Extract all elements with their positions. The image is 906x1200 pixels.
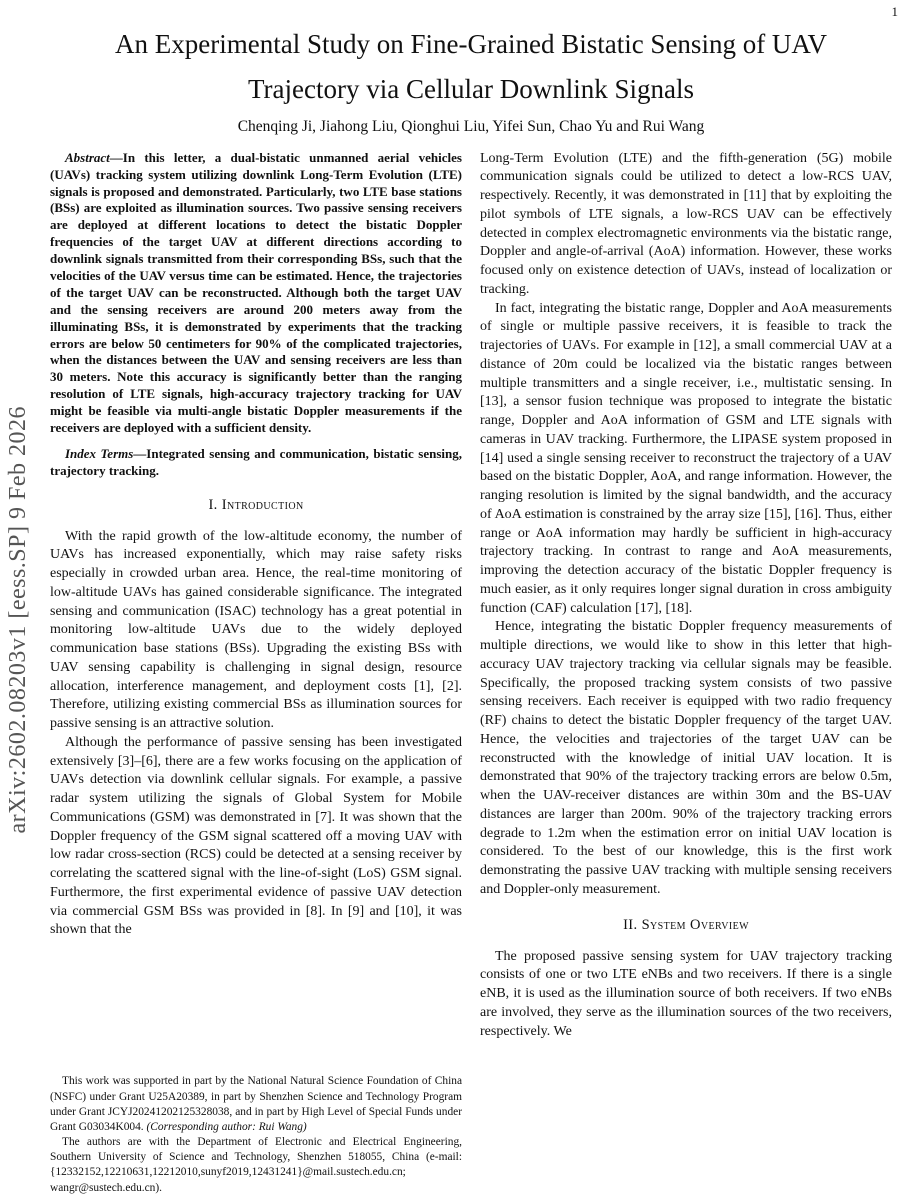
abstract [50,150,462,437]
intro-paragraph-4: In fact, integrating the bistatic range, Doppler and AoA measurements of single or multiple passive receivers, it is feasible to track the trajectories of UAVs. For example in [12], a small commercial UAV at a distance of 20m could be localized via the bistatic ranges between multiple transmitters and a single receiver, i.e., multistatic sensing. In [13], a sensor fusion technique was proposed to integrate the bistatic range, Doppler and AoA information of GSM and LTE signals with cameras in UAV tracking. Furthermore, the LIPASE system proposed in [14] used a single sensing receiver to reconstruct the trajectory of a UAV based on the bistatic Doppler, AoA, and range information. However, the ranging resolution is limited by the signal bandwidth, and the accuracy of AoA estimation is constrained by the array size [15], [16]. Thus, either range or AoA information may hardly be sufficient in high-accuracy trajectory tracking. In contrast to range and AoA measurements, improving the detection accuracy of the bistatic Doppler frequency is much easier, as it only requires longer signal duration in cross ambiguity function (CAF) calculation [17], [18]. [480,300,892,616]
footnote-funding [50,1074,462,1135]
paper-header [50,22,892,136]
page-number: 1 [891,4,898,19]
system-overview-paragraph-1: The proposed passive sensing system for UAV trajectory tracking consists of one or two LTE eNBs and two receivers. If there is a single eNB, it is used as the illumination source of both receivers. If two eNBs are involved, they serve as the illumination sources of the two receivers, respectively. We [480,948,892,1039]
section-heading-introduction: I. Introduction [208,496,304,513]
intro-paragraph-1: With the rapid growth of the low-altitude economy, the number of UAVs has increased exponentially, which may raise safety risks especially in crowded urban area. Hence, the real-time monitoring of low-altitude UAVs has gained considerable significance. The integrated sensing and communication (ISAC) technology has a great potential in monitoring low-altitude UAVs due to the widely deployed communication base stations (BSs). Upgrading the existing BSs with UAV sensing capability is challenging in signal design, resource allocation, interference management, and deployment costs [1], [2]. Therefore, utilizing existing commercial BSs as illumination sources for passive sensing is an attractive solution. [50,528,462,732]
paper-title [50,22,892,113]
arxiv-watermark [0,310,36,930]
intro-paragraph-5: Hence, integrating the bistatic Doppler frequency measurements of multiple directions, we would like to show in this letter that high-accuracy UAV trajectory tracking via cellular signals may be feasible. Specifically, the proposed tracking system consists of two passive sensing receivers. Each receiver is equipped with two radio frequency (RF) chains to detect the bistatic Doppler frequency of the target UAV. Hence, the velocities and trajectories of the target UAV can be reconstructed with the knowledge of initial UAV location. It is demonstrated that 90% of the trajectory tracking errors are below 0.5m, when the UAV-receiver distances are within 30m and the BS-UAV distances are larger than 200m. 90% of the trajectory tracking errors degrade to 1.2m when the estimation error on initial UAV location is considered. To the best of our knowledge, this is the first work demonstrating the passive UAV tracking with multiple sensing receivers and Doppler-only measurement. [480,619,892,897]
index-terms [50,446,462,480]
first-page-footnotes [50,1070,462,1195]
abstract-text: —In this letter, a dual-bistatic unmanned aerial vehicles (UAVs) tracking system utilizing downlink Long-Term Evolution (LTE) signals is proposed and demonstrated. Particularly, two LTE base stations (BSs) are exploited as illumination sources. Two passive sensing receivers are deployed at different locations to detect the bistatic Doppler frequencies of the target UAV at different directions according to downlink signals transmitted from their corresponding BSs, such that the velocities of the UAV versus time can be estimated. Hence, the trajectories of the target UAV can be reconstructed. Although both the target UAV and the sensing receivers are around 200 meters away from the illuminating BSs, it is demonstrated by experiments that the tracking errors are below 50 centimeters for 90% of the complicated trajectories, when the distances between the UAV and sensing receivers are less than 30 meters. Note this accuracy is significantly better than the ranging resolution of LTE signals, high-accuracy trajectory tracking for UAV might be feasible via multi-angle bistatic Doppler measurements if the receivers are deployed with a sufficient density. [50,149,462,435]
intro-paragraph-3: Long-Term Evolution (LTE) and the fifth-generation (5G) mobile communication signals could be utilized to detect a low-RCS UAV, respectively. Recently, it was demonstrated in [11] that by exploiting the pilot symbols of LTE signals, a low-RCS UAV can be effectively detected in complex electromagnetic environments via the bistatic range, Doppler and angle-of-arrival (AoA) information. However, these works focused only on existence detection of UAVs, instead of localization or tracking. [480,150,892,297]
title-line-2: Trajectory via Cellular Downlink Signals [248,74,694,105]
title-line-1: An Experimental Study on Fine-Grained Bistatic Sensing of UAV [115,29,827,59]
section-heading-system-overview: II. System Overview [623,916,749,933]
footnote-affiliation: The authors are with the Department of Electronic and Electrical Engineering, Southern University of Science and Technology, Shenzhen 518055, China (e-mail: {12332152,12210631,12212010,sunyf2019,12431241}@mail.sustech.edu.cn; wangr@sustech.edu.cn). [50,1136,462,1194]
footnote-funding-text: This work was supported in part by the National Natural Science Foundation of China (NSFC) under Grant U25A20389, in part by Shenzhen Science and Technology Program under Grant JCYJ20241202125328038, and in part by High Level of Special Funds under Grant G03034K004. [50,1075,462,1133]
abstract-lead: Abstract [65,149,110,165]
right-column [480,150,892,1196]
intro-paragraph-2: Although the performance of passive sensing has been investigated extensively [3]–[6], there are a few works focusing on the application of UAVs detection via downlink cellular signals. For example, a passive radar system utilizing the signals of Global System for Mobile Communications (GSM) was demonstrated in [7]. It was shown that the Doppler frequency of the GSM signal scattered off a moving UAV with low radar cross-section (RCS) could be detected at a sensing receiver by correlating the scattered signal with the line-of-sight (LoS) GSM signal. Furthermore, the first experimental evidence of passive UAV detection via commercial GSM BSs was provided in [8]. In [9] and [10], it was shown that the [50,734,462,938]
author-list: Chenqing Ji, Jiahong Liu, Qionghui Liu, Yifei Sun, Chao Yu and Rui Wang [237,117,705,135]
index-terms-lead: Index Terms [65,445,134,461]
footnote-corresponding-author: (Corresponding author: Rui Wang) [146,1120,307,1133]
index-terms-text: —Integrated sensing and communication, bistatic sensing, trajectory tracking. [50,445,462,478]
left-column [50,150,462,1196]
two-column-body [50,150,892,1196]
arxiv-label: arXiv:2602.08203v1 [eess.SP] 9 Feb 2026 [4,406,31,834]
